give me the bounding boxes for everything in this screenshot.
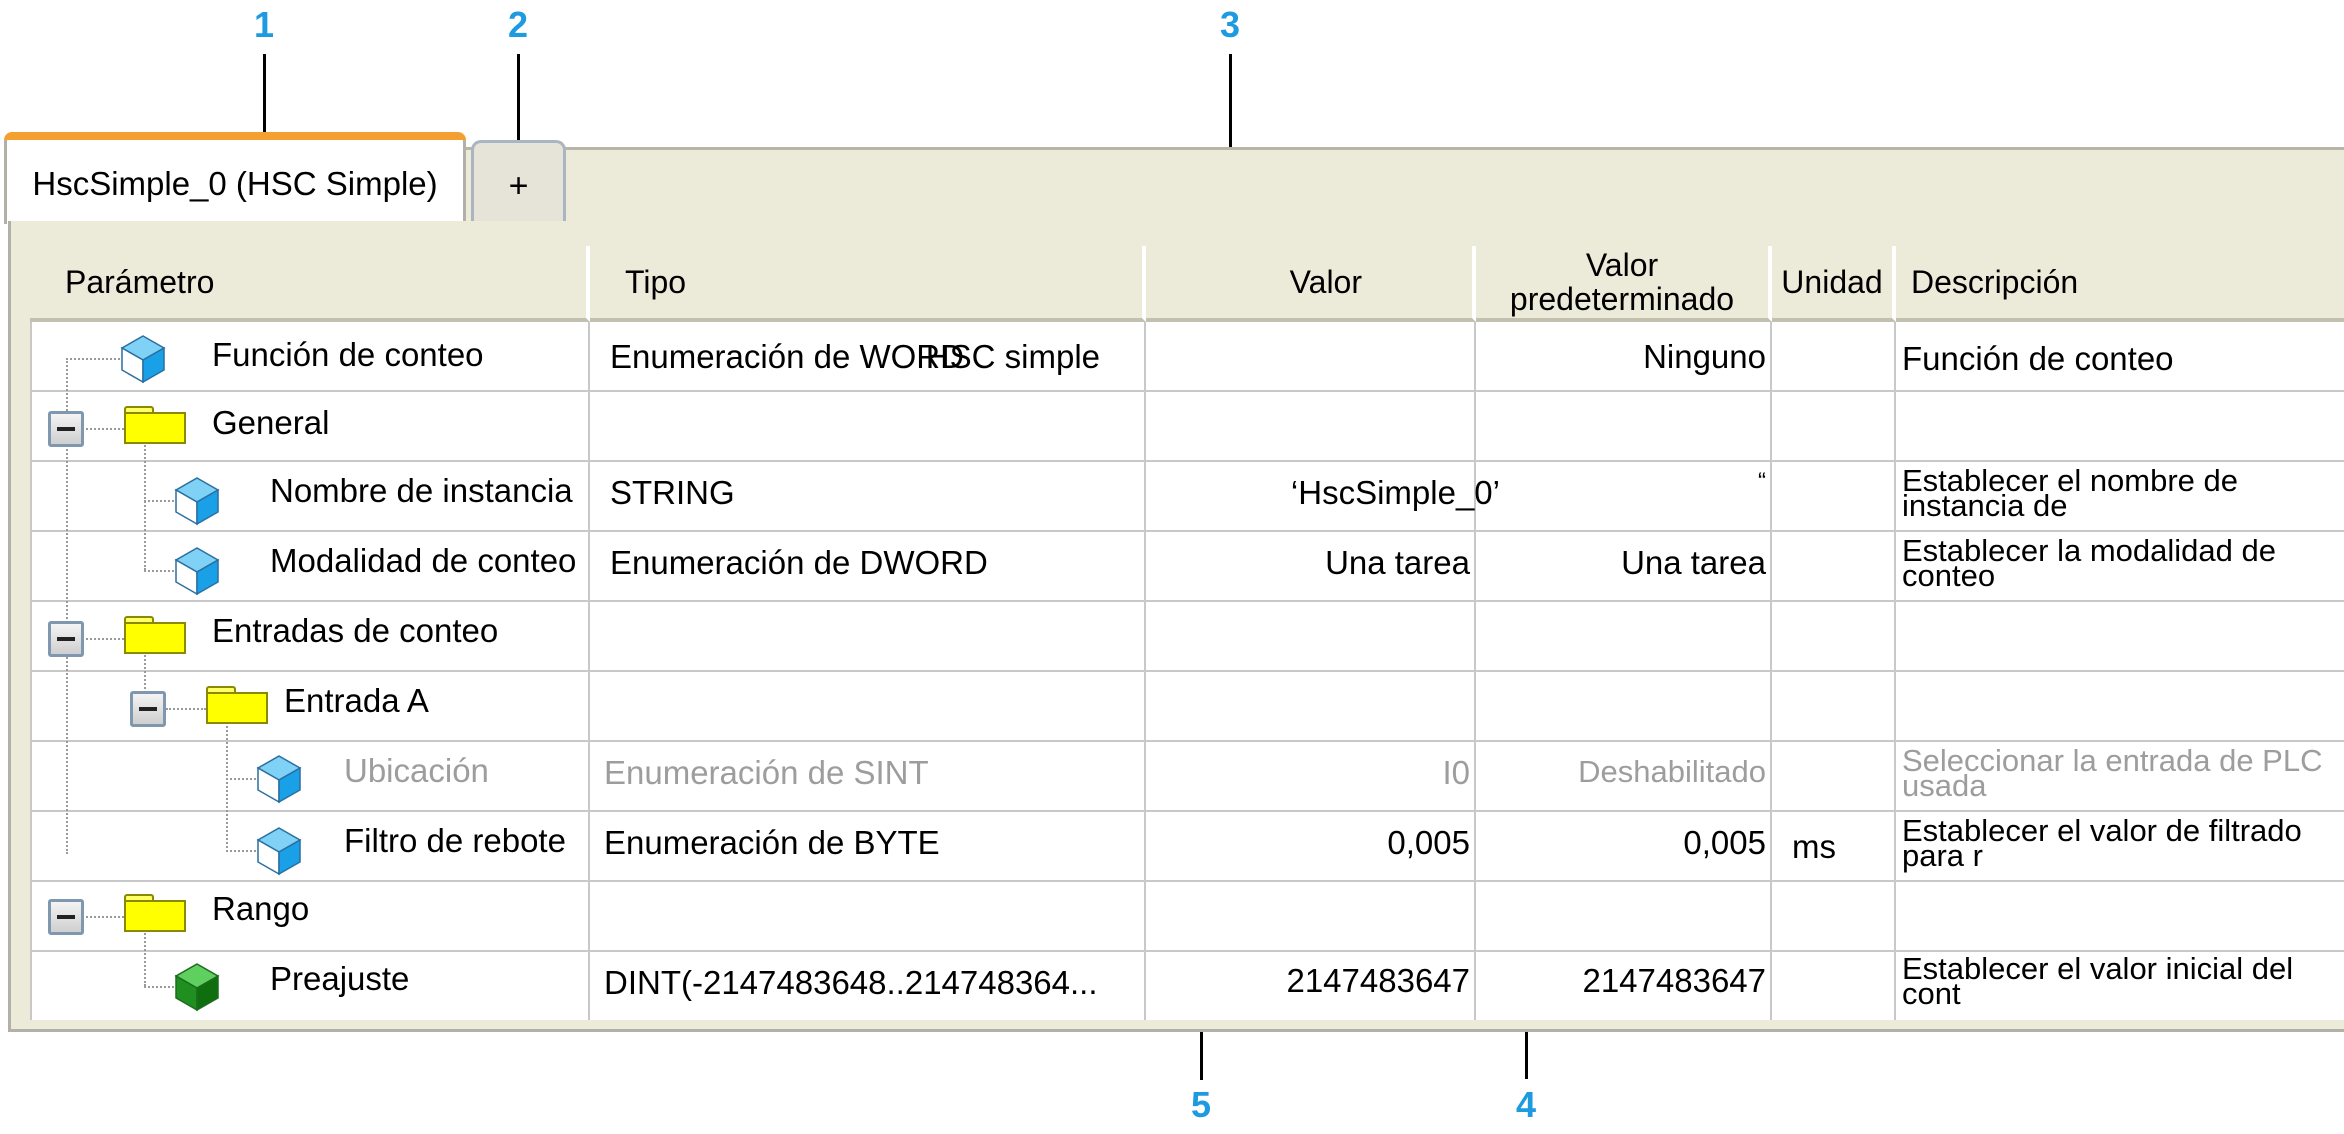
param-value[interactable]: Una tarea <box>1325 544 1470 581</box>
param-description: conteo <box>1902 558 1996 593</box>
param-description: Función de conteo <box>1902 340 2174 377</box>
blue-cube-icon <box>174 476 220 526</box>
green-cube-icon <box>174 962 220 1012</box>
header-descripcion-label: Descripción <box>1911 263 2079 300</box>
tree-line <box>144 442 146 570</box>
column-divider <box>1894 322 1896 1020</box>
param-default: Deshabilitado <box>1578 754 1766 789</box>
header-valor-label: Valor <box>1289 263 1362 300</box>
add-tab-button[interactable] <box>471 140 566 224</box>
folder-icon <box>124 900 186 932</box>
param-description: Establecer la modalidad de <box>1902 533 2276 568</box>
tab-hscsimple-label: HscSimple_0 (HSC Simple) <box>32 165 438 202</box>
param-type: Enumeración de BYTE <box>604 824 940 861</box>
callout-3: 3 <box>1219 4 1241 45</box>
param-value[interactable]: 0,005 <box>1387 824 1470 861</box>
tree-line <box>144 986 174 988</box>
blue-cube-icon <box>174 546 220 596</box>
param-name: Modalidad de conteo <box>270 542 577 579</box>
header-parametro[interactable] <box>30 246 590 322</box>
param-description: para r <box>1902 838 1983 873</box>
param-unit: ms <box>1792 828 1836 865</box>
param-value[interactable]: 2147483647 <box>1286 962 1470 999</box>
table-row[interactable] <box>30 392 2344 462</box>
folder-icon <box>124 622 186 654</box>
param-type: DINT(-2147483648..214748364... <box>604 964 1098 1001</box>
collapse-general-button[interactable] <box>48 411 84 447</box>
tree-line <box>226 778 256 780</box>
param-name: Ubicación <box>344 752 489 789</box>
param-value[interactable]: HSC simple <box>925 338 1100 375</box>
param-name: Preajuste <box>270 960 410 997</box>
param-default: 2147483647 <box>1582 962 1766 999</box>
folder-icon <box>206 692 268 724</box>
header-valor[interactable] <box>1146 246 1476 322</box>
callout-1: 1 <box>253 4 275 45</box>
blue-cube-icon <box>120 334 166 384</box>
param-name: Entradas de conteo <box>212 612 499 649</box>
column-divider <box>1770 322 1772 1020</box>
callout-4: 4 <box>1515 1084 1537 1125</box>
param-value[interactable]: ‘HscSimple_0’ <box>1290 474 1500 511</box>
callout-5: 5 <box>1190 1084 1212 1125</box>
column-divider <box>1474 322 1476 1020</box>
tree-line <box>66 358 120 360</box>
header-valor-pred-line1: Valor <box>1585 247 1659 283</box>
table-row[interactable] <box>30 882 2344 952</box>
blue-cube-icon <box>256 826 302 876</box>
header-tipo[interactable] <box>590 246 1146 322</box>
param-description: instancia de <box>1902 488 2068 523</box>
param-default: 0,005 <box>1683 824 1766 861</box>
tree-line <box>86 428 124 430</box>
collapse-rango-button[interactable] <box>48 899 84 935</box>
param-description: cont <box>1902 976 1961 1011</box>
column-divider <box>1144 322 1146 1020</box>
folder-icon <box>124 412 186 444</box>
param-name: Función de conteo <box>212 336 484 373</box>
param-name: Entrada A <box>284 682 429 719</box>
param-type: Enumeración de DWORD <box>610 544 988 581</box>
param-value: I0 <box>1442 754 1470 791</box>
collapse-entrada-a-button[interactable] <box>130 691 166 727</box>
add-tab-label: + <box>508 167 529 205</box>
tree-line <box>144 570 174 572</box>
collapse-entradas-button[interactable] <box>48 621 84 657</box>
header-valor-predeterminado[interactable] <box>1476 246 1772 322</box>
param-name: General <box>212 404 330 441</box>
header-unidad[interactable] <box>1772 246 1896 322</box>
header-tipo-label: Tipo <box>625 263 687 300</box>
tree-line <box>86 638 124 640</box>
tree-line <box>144 930 146 986</box>
param-type: Enumeración de WORD <box>610 338 964 375</box>
tree-line <box>166 708 206 710</box>
param-description: Seleccionar la entrada de PLC <box>1902 743 2323 778</box>
tree-line <box>86 916 124 918</box>
header-unidad-label: Unidad <box>1781 264 1883 300</box>
param-type: Enumeración de SINT <box>604 754 929 791</box>
param-type: STRING <box>610 474 735 511</box>
tree-line <box>226 850 256 852</box>
param-name: Nombre de instancia <box>270 472 573 509</box>
tree-line <box>144 500 174 502</box>
column-divider <box>588 322 590 1020</box>
tree-line <box>226 722 228 852</box>
header-descripcion[interactable] <box>1896 246 2344 322</box>
param-default: Ninguno <box>1643 338 1766 375</box>
parameter-grid <box>30 246 2344 1020</box>
header-parametro-label: Parámetro <box>65 263 215 300</box>
param-default: Una tarea <box>1621 544 1766 581</box>
header-valor-pred-line2: predeterminado <box>1509 281 1735 317</box>
callout-2: 2 <box>507 4 529 45</box>
tab-hscsimple[interactable] <box>4 132 466 224</box>
param-description: Establecer el valor inicial del <box>1902 951 2294 986</box>
param-description: Establecer el valor de filtrado <box>1902 813 2302 848</box>
param-description: usada <box>1902 768 1987 803</box>
param-default: “ <box>1758 468 1766 495</box>
param-name: Filtro de rebote <box>344 822 566 859</box>
param-description: Establecer el nombre de <box>1902 463 2239 498</box>
param-name: Rango <box>212 890 310 927</box>
blue-cube-icon <box>256 754 302 804</box>
column-divider <box>30 322 32 1020</box>
